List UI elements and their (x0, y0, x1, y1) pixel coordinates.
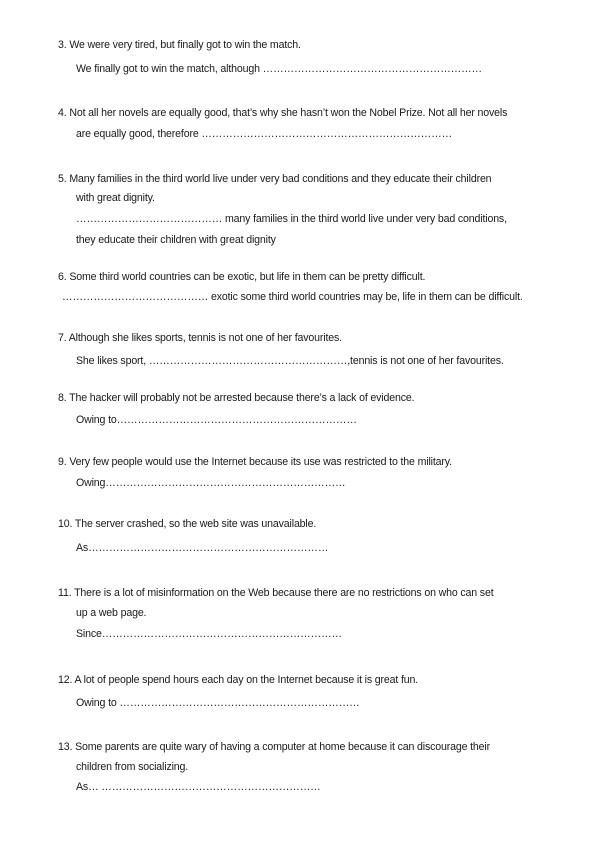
exercise-5-prompt: 5. Many families in the third world live under very bad conditions and they educate their children (58, 173, 492, 185)
exercise-6-answer: …………………………………… exotic some third world countries may be, life in them can be difficult. (62, 291, 523, 303)
exercise-11-prompt: 11. There is a lot of misinformation on the Web because there are no restrictions on who can set (58, 587, 494, 599)
exercise-11-answer: Since…………………………………………………………… (76, 628, 342, 640)
exercise-10-answer: As…………………………………………………………… (76, 542, 329, 554)
exercise-11-prompt-cont: up a web page. (76, 607, 147, 619)
exercise-13-prompt: 13. Some parents are quite wary of having a computer at home because it can discourage their (58, 741, 490, 753)
exercise-6-prompt: 6. Some third world countries can be exotic, but life in them can be pretty difficult. (58, 271, 426, 283)
exercise-13-answer: As… ……………………………………………………… (76, 781, 321, 793)
exercise-3-prompt: 3. We were very tired, but finally got to win the match. (58, 39, 301, 51)
exercise-5-answer: …………………………………… many families in the third world live under very bad conditions, (76, 213, 507, 225)
exercise-7-prompt: 7. Although she likes sports, tennis is not one of her favourites. (58, 332, 342, 344)
exercise-12-answer: Owing to …………………………………………………………… (76, 697, 360, 709)
exercise-13-prompt-cont: children from socializing. (76, 761, 189, 773)
exercise-8-prompt: 8. The hacker will probably not be arrested because there’s a lack of evidence. (58, 392, 415, 404)
exercise-3-answer: We finally got to win the match, although ……………………………………………………… (76, 63, 482, 75)
exercise-9-prompt: 9. Very few people would use the Internet because its use was restricted to the military. (58, 456, 452, 468)
exercise-12-prompt: 12. A lot of people spend hours each day on the Internet because it is great fun. (58, 674, 419, 686)
exercise-9-answer: Owing…………………………………………………………… (76, 477, 346, 489)
exercise-5-prompt-cont: with great dignity. (76, 192, 155, 204)
exercise-4-prompt: 4. Not all her novels are equally good, that’s why she hasn’t won the Nobel Prize. Not all her novels (58, 107, 508, 119)
exercise-10-prompt: 10. The server crashed, so the web site was unavailable. (58, 518, 317, 530)
exercise-4-prompt-cont: are equally good, therefore ……………………………………………………………… (76, 128, 453, 140)
exercise-5-answer-cont: they educate their children with great dignity (76, 234, 276, 246)
exercise-7-answer: She likes sport, …………………………………………………,tennis is not one of her favourites. (76, 355, 504, 367)
exercise-8-answer: Owing to…………………………………………………………… (76, 414, 357, 426)
